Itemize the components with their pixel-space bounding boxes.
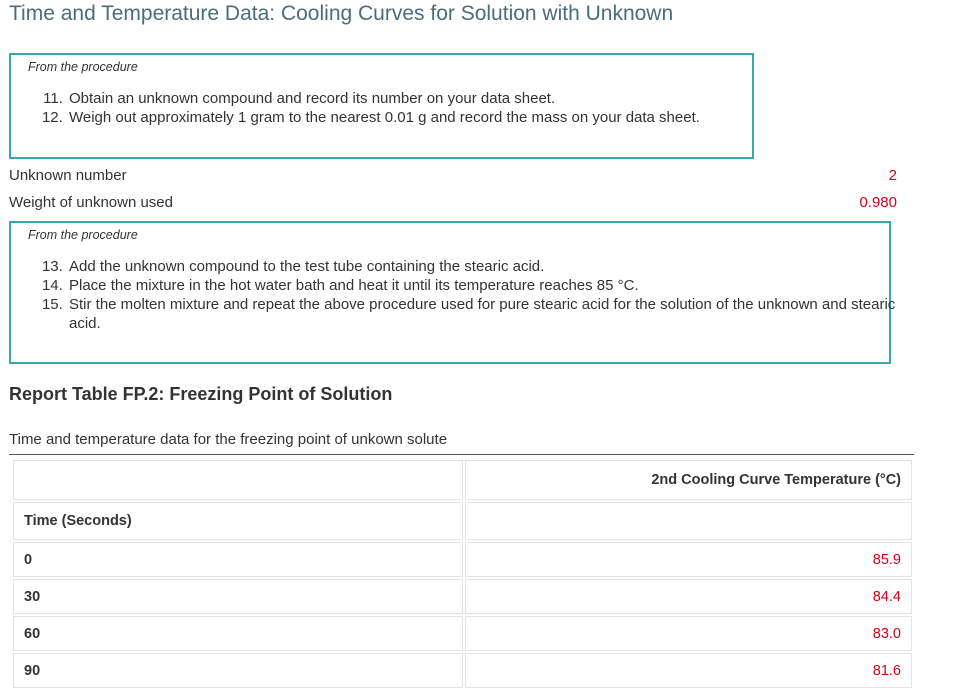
procedure-steps [11, 257, 927, 333]
procedure-step: 11. Obtain an unknown compound and record its number on your data sheet. [67, 89, 700, 108]
header-cell-empty [13, 460, 463, 500]
table-row [13, 542, 912, 577]
caption-divider [9, 454, 914, 455]
report-table [11, 458, 914, 690]
weight-unknown-row [9, 194, 897, 211]
time-cell: 0 [13, 542, 463, 577]
weight-unknown-label: Weight of unknown used [9, 194, 173, 211]
time-cell: 60 [13, 616, 463, 651]
table-subheader-row [13, 502, 912, 540]
temperature-cell[interactable]: 84.4 [465, 579, 912, 614]
temperature-cell[interactable]: 83.0 [465, 616, 912, 651]
table-row [13, 616, 912, 651]
unknown-number-label: Unknown number [9, 167, 127, 184]
procedure-step: 15. Stir the molten mixture and repeat the above procedure used for pure stearic acid for the solution of the unknown and stearic acid. [67, 295, 927, 333]
column-header-temperature: 2nd Cooling Curve Temperature (°C) [465, 460, 912, 500]
procedure-step: 14. Place the mixture in the hot water bath and heat it until its temperature reaches 85 °C. [67, 276, 927, 295]
report-title: Report Table FP.2: Freezing Point of Solution [9, 384, 393, 404]
time-cell: 30 [13, 579, 463, 614]
unknown-number-row [9, 167, 897, 184]
procedure-step: 13. Add the unknown compound to the test tube containing the stearic acid. [67, 257, 927, 276]
procedure-caption: From the procedure [28, 60, 138, 74]
unknown-number-value[interactable]: 2 [888, 167, 897, 184]
report-caption: Time and temperature data for the freezing point of unkown solute [9, 431, 448, 448]
temperature-cell[interactable]: 81.6 [465, 653, 912, 688]
subheader-cell-empty [465, 502, 912, 540]
procedure-steps [11, 89, 700, 127]
procedure-step: 12. Weigh out approximately 1 gram to the nearest 0.01 g and record the mass on your data sheet. [67, 108, 700, 127]
temperature-cell[interactable]: 85.9 [465, 542, 912, 577]
page-title: Time and Temperature Data: Cooling Curves for Solution with Unknown [9, 2, 674, 25]
procedure-box-1 [9, 53, 754, 159]
table-row [13, 653, 912, 688]
table-header-row [13, 460, 912, 500]
time-cell: 90 [13, 653, 463, 688]
procedure-box-2 [9, 221, 896, 364]
table-row [13, 579, 912, 614]
procedure-caption: From the procedure [28, 228, 138, 242]
weight-unknown-value[interactable]: 0.980 [859, 194, 897, 211]
row-header-time: Time (Seconds) [13, 502, 463, 540]
